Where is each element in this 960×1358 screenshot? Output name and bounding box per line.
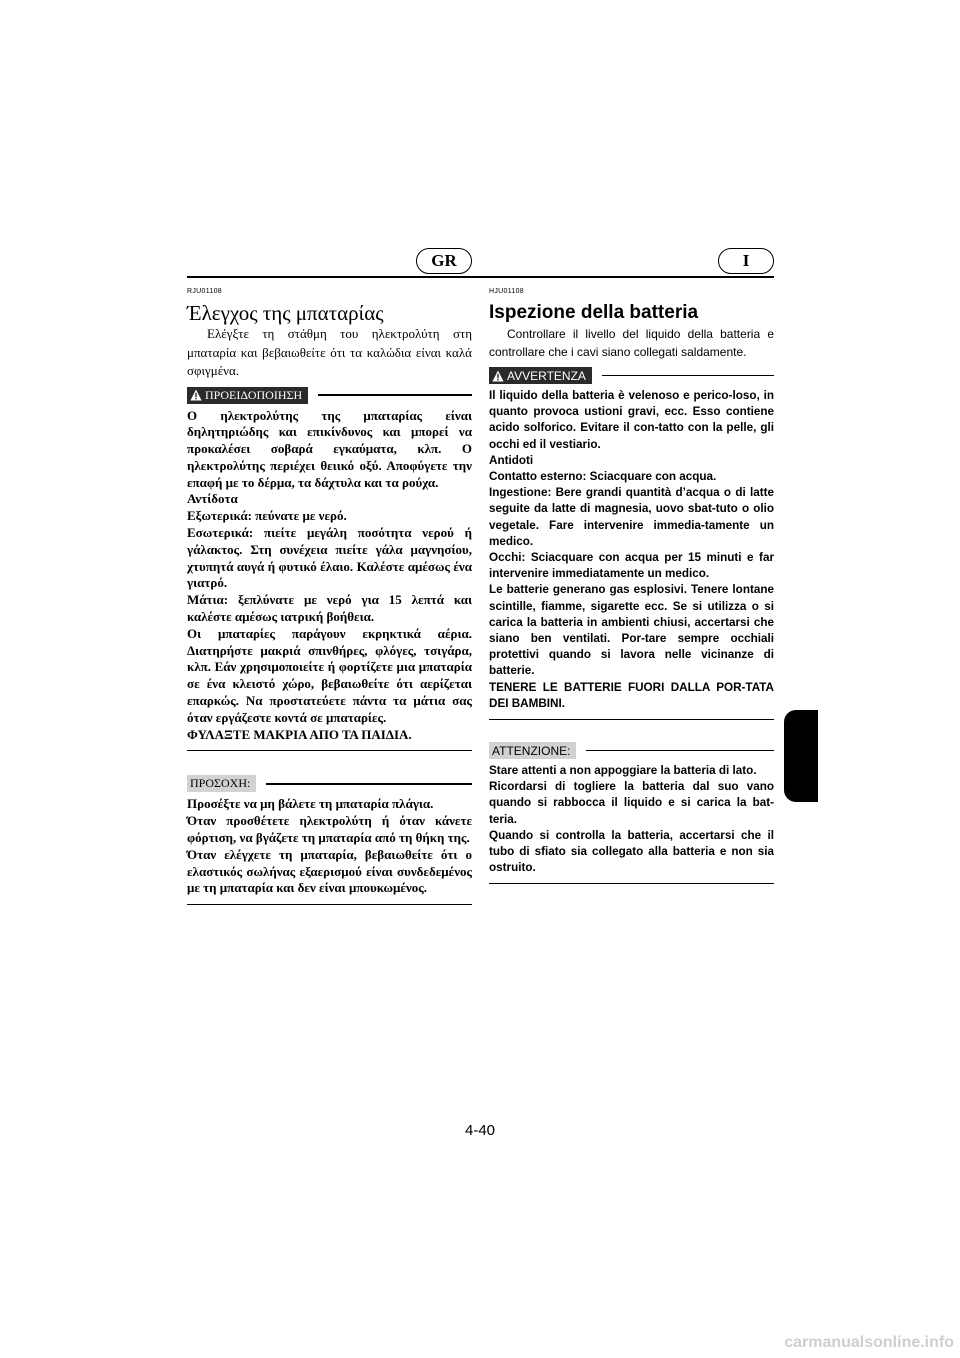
- warning-paragraph: Contatto esterno: Sciacquare con acqua.: [489, 470, 717, 484]
- caution-tag: [187, 775, 256, 792]
- caution-header-rule: [266, 783, 472, 785]
- warning-paragraph: Ο ηλεκτρολύτης της μπαταρίας είναι δηλητηριώδης και επικίνδυνος και μπορεί να προκαλέσει σοβαρά εγκαύματα, κλπ. Ο ηλεκτρολύτης περιέχει θειικό οξύ. Αποφύγετε την επαφή με το δέρμα, τα δάχτυλα και τα ρούχα.: [187, 407, 472, 490]
- caution-header: [489, 742, 774, 759]
- intro-text: Controllare il livello del liquido della batteria e controllare che i cavi siano collegati saldamente.: [489, 327, 774, 359]
- warning-triangle-icon: [190, 389, 202, 401]
- caution-paragraph: Όταν ελέγχετε τη μπαταρία, βεβαιωθείτε ότι ο ελαστικός σωλήνας εξαερισμού είναι συνδεδεμένος με τη μπαταρία και δεν είναι μπουκωμένος.: [187, 846, 472, 896]
- warning-header: [489, 367, 774, 384]
- warning-triangle-icon: [492, 370, 504, 382]
- warning-header: [187, 387, 472, 404]
- antidote-heading: Antidoti: [489, 453, 534, 467]
- warning-paragraph: Εσωτερικά: πιείτε μεγάλη ποσότητα νερού ή γάλακτος. Στη συνέχεια πιείτε γάλα μαγνησίου, χτυπητά αυγά ή φυτικό έλαιο. Καλέστε αμέσως ένα γιατρό.: [187, 525, 472, 591]
- section-code: HJU01108: [489, 288, 524, 295]
- warning-paragraph: Μάτια: ξεπλύνατε με νερό για 15 λεπτά και καλέστε αμέσως ιατρική βοήθεια.: [187, 592, 472, 625]
- section-title: Έλεγχος της μπαταρίας: [187, 301, 384, 325]
- warning-body: [187, 408, 472, 752]
- caution-header-rule: [586, 750, 774, 752]
- warning-label: AVVERTENZA: [507, 368, 586, 383]
- warning-paragraph: Le batterie generano gas esplosivi. Tenere lontane scintille, fiamme, sigarette ecc. Se si utilizza o si carica la batteria in ambienti chiusi, accertarsi che siano ben ventilati. Por-tare sempre occhiali protettivi quando si lavora nelle vicinanze di batterie.: [489, 583, 774, 678]
- warning-paragraph: Occhi: Sciacquare con acqua per 15 minuti e far intervenire immediatamente un medico.: [489, 551, 774, 581]
- section-title: Ispezione della batteria: [489, 302, 699, 323]
- warning-label: ΠΡΟΕΙΔΟΠΟΙΗΣΗ: [205, 387, 303, 402]
- warning-paragraph: Ingestione: Bere grandi quantità d’acqua o di latte seguite da latte di magnesia, uovo sbat-tuto o olio vegetale. Fare intervenire immedia-tamente un medico.: [489, 486, 774, 548]
- warning-body: [489, 388, 774, 720]
- warning-header-rule: [318, 394, 472, 396]
- caution-header: [187, 775, 472, 792]
- language-badge-gr: [416, 248, 472, 274]
- caution-label: ATTENZIONE:: [492, 743, 571, 758]
- watermark: carmanualsonline.info: [784, 1334, 954, 1351]
- section-code: RJU01108: [187, 288, 222, 295]
- chapter-tab: [784, 710, 818, 802]
- greek-column: [187, 288, 472, 905]
- warning-paragraph: Οι μπαταρίες παράγουν εκρηκτικά αέρια. Διατηρήστε μακριά σπινθήρες, φλόγες, τσιγάρα, κλπ. Εάν χρησιμοποιείτε ή φορτίζετε μια μπαταρία σε ένα κλειστό χώρο, βεβαιωθείτε ότι αερίζεται επαρκώς. Να προστατεύετε πάντα τα μάτια σας όταν εργάζεστε κοντά σε μπαταρίες.: [187, 625, 472, 725]
- caution-body: [489, 763, 774, 884]
- intro-text: Ελέγξτε τη στάθμη του ηλεκτρολύτη στη μπαταρία και βεβαιωθείτε ότι τα καλώδια είναι καλά σφιγμένα.: [187, 326, 472, 378]
- warning-tag: [489, 367, 592, 384]
- antidote-heading: Αντίδοτα: [187, 491, 238, 507]
- caution-paragraph: Stare attenti a non appoggiare la batteria di lato.: [489, 764, 757, 778]
- warning-paragraph: TENERE LE BATTERIE FUORI DALLA POR-TATA DEI BAMBINI.: [489, 680, 774, 710]
- caution-label: ΠΡΟΣΟΧΗ:: [190, 776, 251, 791]
- warning-header-rule: [602, 375, 774, 377]
- language-code: I: [742, 251, 750, 270]
- caution-paragraph: Όταν προσθέτετε ηλεκτρολύτη ή όταν κάνετε φόρτιση, να βγάζετε τη μπαταρία από τη θήκη της.: [187, 813, 472, 846]
- caution-paragraph: Προσέξτε να μη βάλετε τη μπαταρία πλάγια.: [187, 796, 434, 812]
- italian-column: [489, 288, 774, 884]
- caution-paragraph: Quando si controlla la batteria, accertarsi che il tubo di sfiato sia collegato alla batteria e non sia ostruito.: [489, 828, 774, 875]
- language-badge-i: [718, 248, 774, 274]
- warning-paragraph: Il liquido della batteria è velenoso e perico-loso, in quanto provoca ustioni gravi, ecc. Esso contiene acido solforico. Evitare il con-tatto con la pelle, gli occhi ed il vestiario.: [489, 389, 774, 451]
- warning-paragraph: Εξωτερικά: πεύνατε με νερό.: [187, 508, 347, 524]
- caution-body: [187, 796, 472, 905]
- warning-tag: [187, 387, 308, 404]
- page-number: 4-40: [464, 1122, 496, 1139]
- warning-paragraph: ΦΥΛΑΞΤΕ ΜΑΚΡΙΑ ΑΠΟ ΤΑ ΠΑΙΔΙΑ.: [187, 726, 412, 742]
- caution-tag: [489, 742, 576, 759]
- language-code: GR: [431, 251, 457, 270]
- caution-paragraph: Ricordarsi di togliere la batteria dal suo vano quando si rabbocca il liquido e si carica la bat-teria.: [489, 780, 774, 826]
- header-rule: [187, 276, 774, 278]
